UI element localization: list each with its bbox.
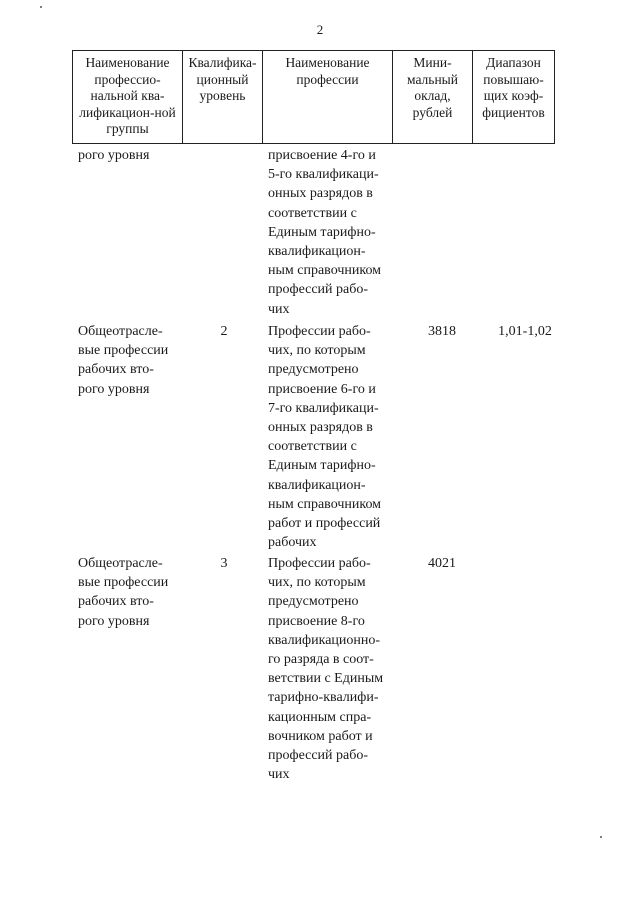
profession-cell: Профессии рабо- чих, по которым предусмотрено присвоение 6-го и 7-го квалификаци- онных разрядов в соответствии с Единым тарифно- квалификацион- ным справочником работ и профессий рабочих [268, 324, 382, 551]
profession-cell: присвоение 4-го и 5-го квалификаци- онных разрядов в соответствии с Единым тарифно- квалификацион- ным справочником профессий рабо- чих [268, 148, 382, 317]
minimum-salary-cell: 3818 [428, 324, 456, 339]
table-header [72, 50, 555, 144]
scan-speck [40, 6, 42, 8]
page-number: 2 [316, 22, 324, 37]
qualification-level-cell: 3 [220, 556, 228, 571]
header-profession-name: Наименование профессии [263, 51, 393, 144]
group-name-cell: Общеотрасле- вые профессии рабочих вто- рого уровня [78, 324, 169, 397]
profession-cell: Профессии рабо- чих, по которым предусмотрено присвоение 8-го квалификационно- го разряда в соот- ветствии с Единым тарифно-квалифи- кационным спра- вочником работ и профессий рабо- чих [268, 556, 384, 783]
group-name-cell: Общеотрасле- вые профессии рабочих вто- рого уровня [78, 556, 169, 629]
header-group-name: Наименование профессио-нальной ква-лификацион-ной группы [73, 51, 183, 144]
header-qualification-level: Квалифика-ционный уровень [183, 51, 263, 144]
header-row [73, 51, 555, 144]
header-minimum-salary: Мини-мальный оклад, рублей [393, 51, 473, 144]
minimum-salary-cell: 4021 [428, 556, 456, 571]
qualification-level-cell: 2 [220, 324, 228, 339]
coefficient-range-cell: 1,01-1,02 [498, 324, 552, 339]
group-name-cell: рого уровня [78, 148, 150, 163]
header-coefficient-range: Диапазон повышаю-щих коэф-фициентов [473, 51, 555, 144]
scan-speck [600, 836, 602, 838]
